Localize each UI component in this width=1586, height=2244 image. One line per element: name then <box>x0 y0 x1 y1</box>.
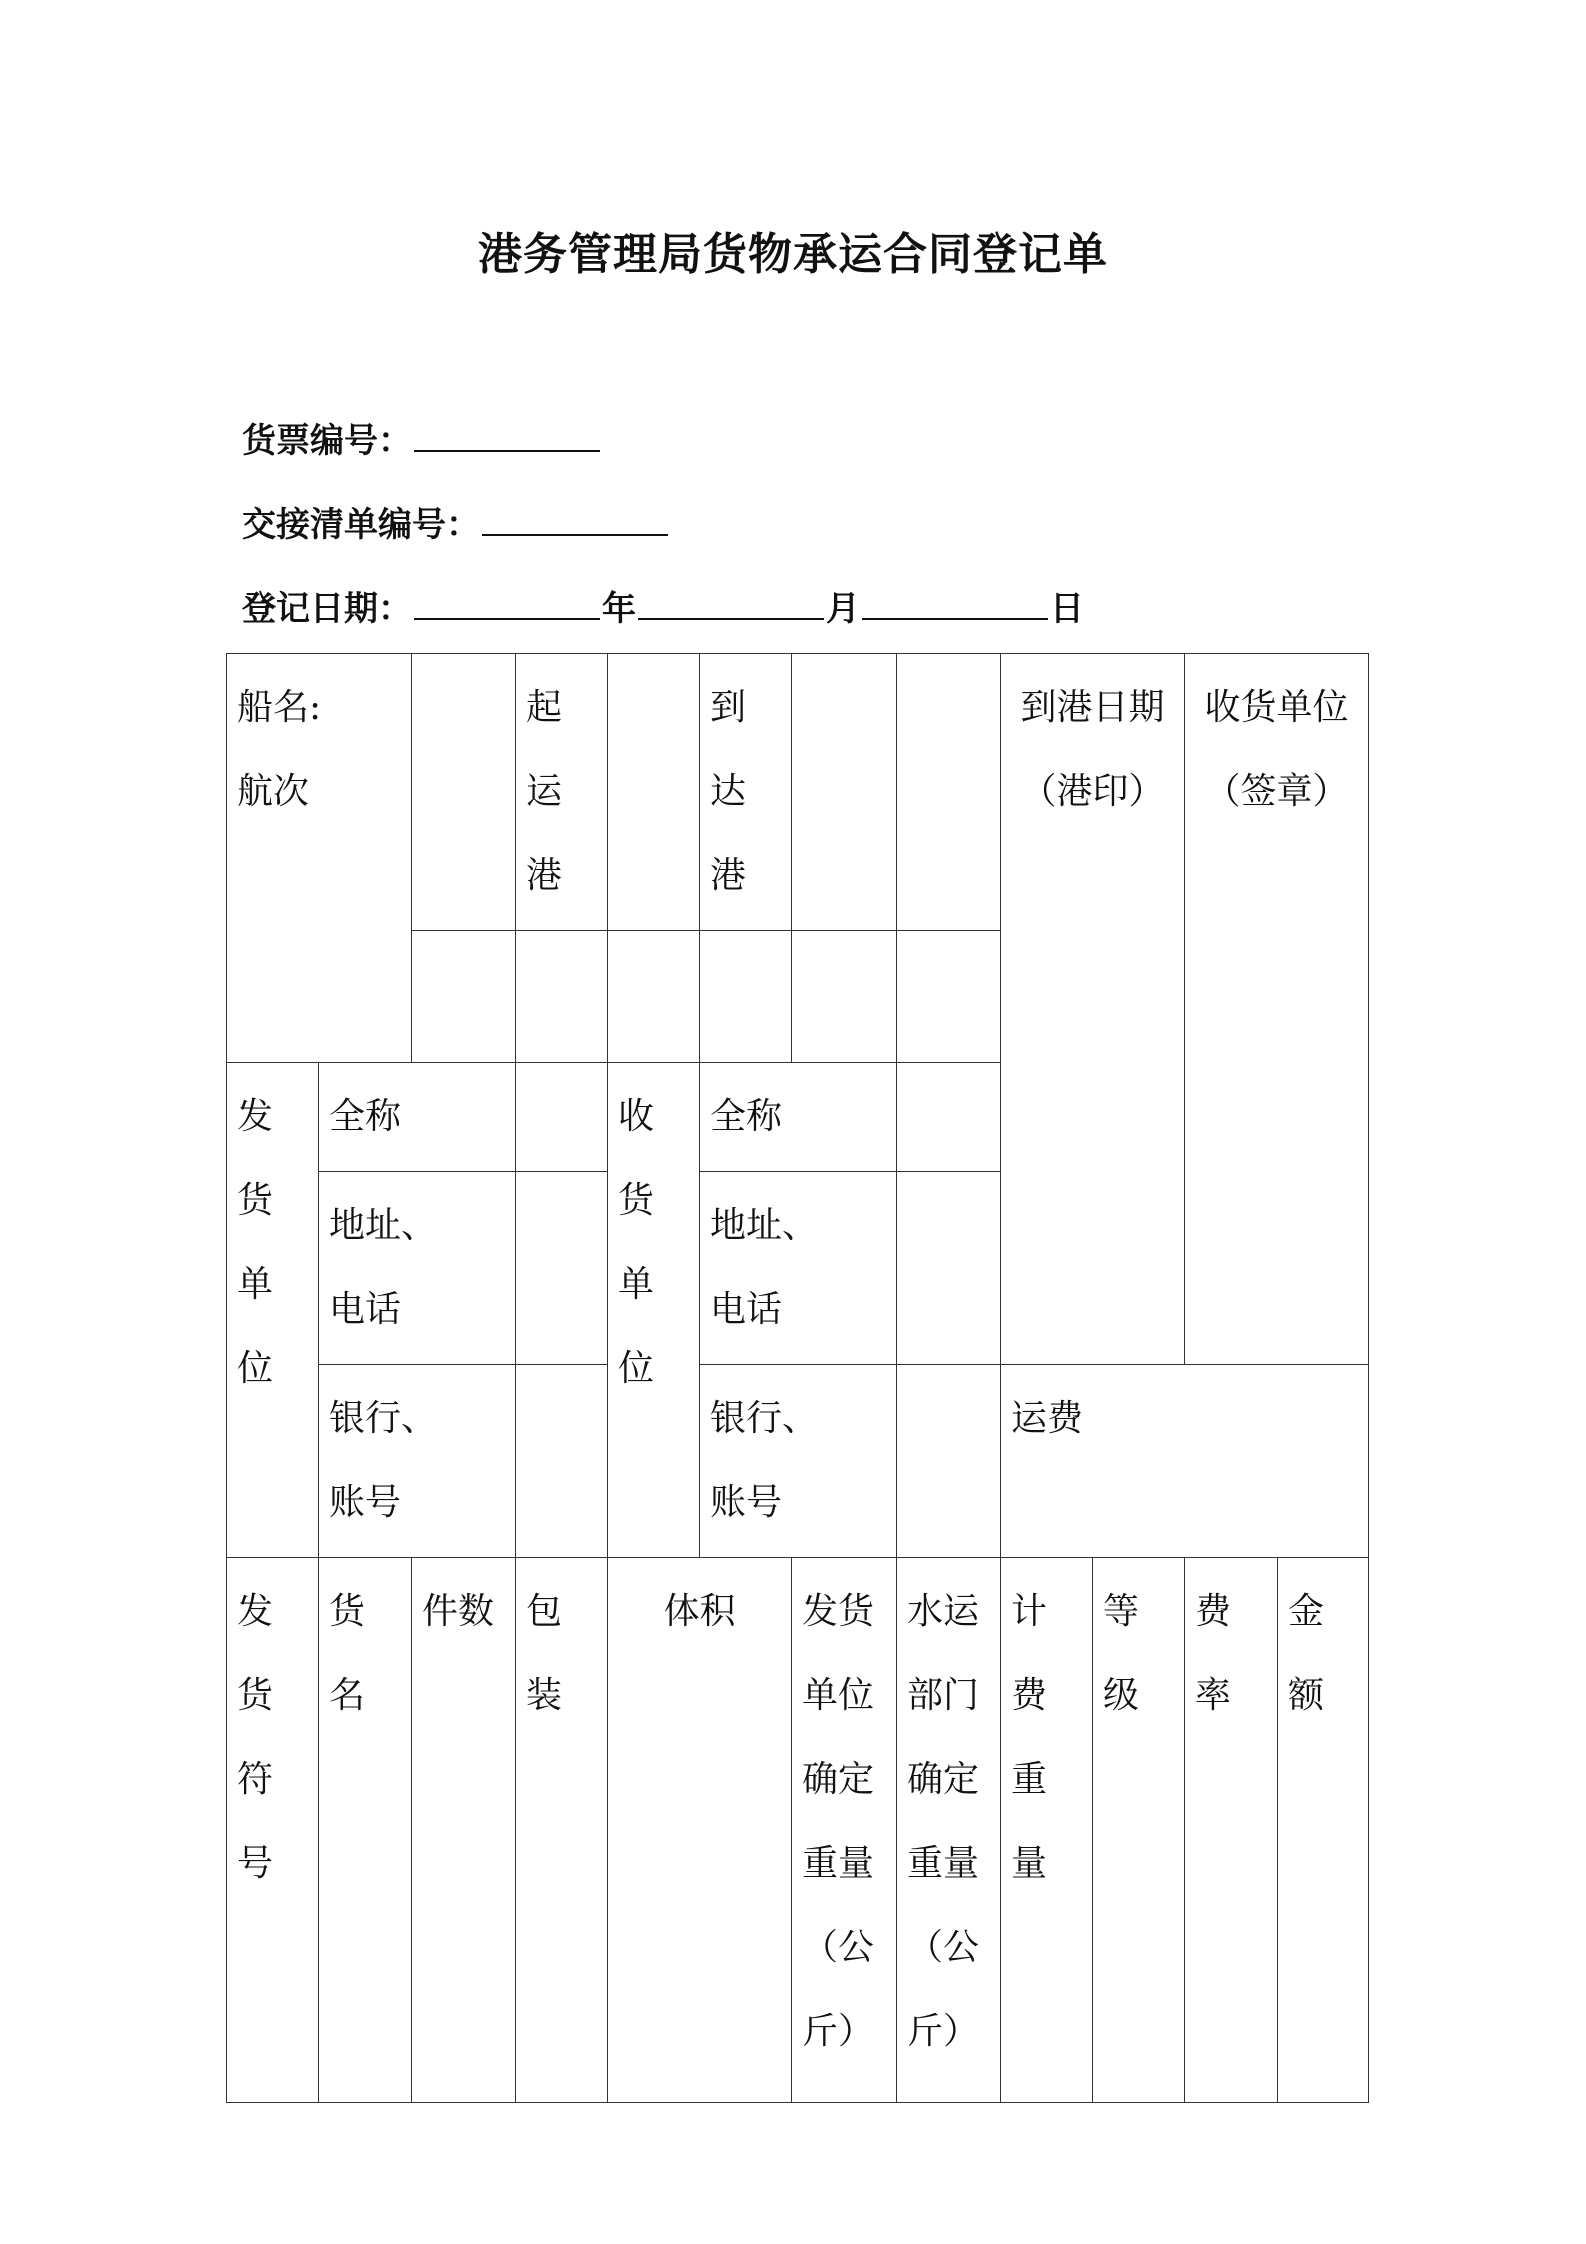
waybill-number-row <box>242 413 602 462</box>
cargo-name-header: 货 名 <box>319 1558 412 2103</box>
day-blank[interactable] <box>862 588 1048 620</box>
consignee-address-phone-cell[interactable] <box>897 1172 1001 1365</box>
day-label: 日 <box>1050 589 1084 629</box>
voyage-cell-1[interactable] <box>412 931 516 1063</box>
shipper-address-phone-label: 地址、 电话 <box>319 1172 516 1365</box>
shipper-full-name-cell[interactable] <box>516 1063 608 1172</box>
ship-name-cell[interactable] <box>412 654 516 931</box>
shipper-bank-account-cell[interactable] <box>516 1365 608 1558</box>
handover-list-number-blank[interactable] <box>482 504 668 536</box>
arrival-port-header: 到 达 港 <box>700 654 792 931</box>
consignee-bank-account-label: 银行、 账号 <box>700 1365 897 1558</box>
shipping-mark-header: 发 货 符 号 <box>227 1558 319 2103</box>
year-label: 年 <box>602 589 636 629</box>
consignee-address-phone-label: 地址、 电话 <box>700 1172 897 1365</box>
registration-date-row <box>242 581 1084 630</box>
grade-header: 等 级 <box>1093 1558 1185 2103</box>
handover-list-number-label: 交接清单编号： <box>242 505 480 545</box>
consignee-sign-header: 收货单位 （签章） <box>1185 654 1369 1365</box>
arrival-port-cell-a[interactable] <box>792 654 897 931</box>
departure-port-cell[interactable] <box>608 654 700 931</box>
arrival-port-cell-b[interactable] <box>897 654 1001 931</box>
document-title: 港务管理局货物承运合同登记单 <box>478 229 1108 280</box>
amount-header: 金 额 <box>1278 1558 1369 2103</box>
arrival-date-header: 到港日期 （港印） <box>1001 654 1185 1365</box>
ship-voyage-header: 船名: 航次 <box>227 654 412 1063</box>
departure-port-header: 起 运 港 <box>516 654 608 931</box>
packaging-header: 包 装 <box>516 1558 608 2103</box>
shipper-unit-header: 发 货 单 位 <box>227 1063 319 1558</box>
waybill-number-blank[interactable] <box>414 420 600 452</box>
rate-header: 费 率 <box>1185 1558 1278 2103</box>
shipper-address-phone-cell[interactable] <box>516 1172 608 1365</box>
consignee-bank-account-cell[interactable] <box>897 1365 1001 1558</box>
voyage-cell-5[interactable] <box>792 931 897 1063</box>
voyage-cell-6[interactable] <box>897 931 1001 1063</box>
consignee-unit-header: 收 货 单 位 <box>608 1063 700 1558</box>
piece-count-header: 件数 <box>412 1558 516 2103</box>
handover-list-number-row <box>242 497 670 546</box>
carrier-weight-header: 水运 部门 确定 重量 （公 斤） <box>897 1558 1001 2103</box>
volume-header: 体积 <box>608 1558 792 2103</box>
chargeable-weight-header: 计 费 重 量 <box>1001 1558 1093 2103</box>
consignee-full-name-cell[interactable] <box>897 1063 1001 1172</box>
voyage-cell-4[interactable] <box>700 931 792 1063</box>
voyage-cell-2[interactable] <box>516 931 608 1063</box>
waybill-number-label: 货票编号： <box>242 421 412 461</box>
month-label: 月 <box>826 589 860 629</box>
registration-date-label: 登记日期： <box>242 589 412 629</box>
shipper-weight-header: 发货 单位 确定 重量 （公 斤） <box>792 1558 897 2103</box>
shipper-bank-account-label: 银行、 账号 <box>319 1365 516 1558</box>
freight-label: 运费 <box>1001 1365 1369 1558</box>
shipper-full-name-label: 全称 <box>319 1063 516 1172</box>
month-blank[interactable] <box>638 588 824 620</box>
voyage-cell-3[interactable] <box>608 931 700 1063</box>
year-blank[interactable] <box>414 588 600 620</box>
consignee-full-name-label: 全称 <box>700 1063 897 1172</box>
contract-registration-table <box>226 653 1369 2103</box>
